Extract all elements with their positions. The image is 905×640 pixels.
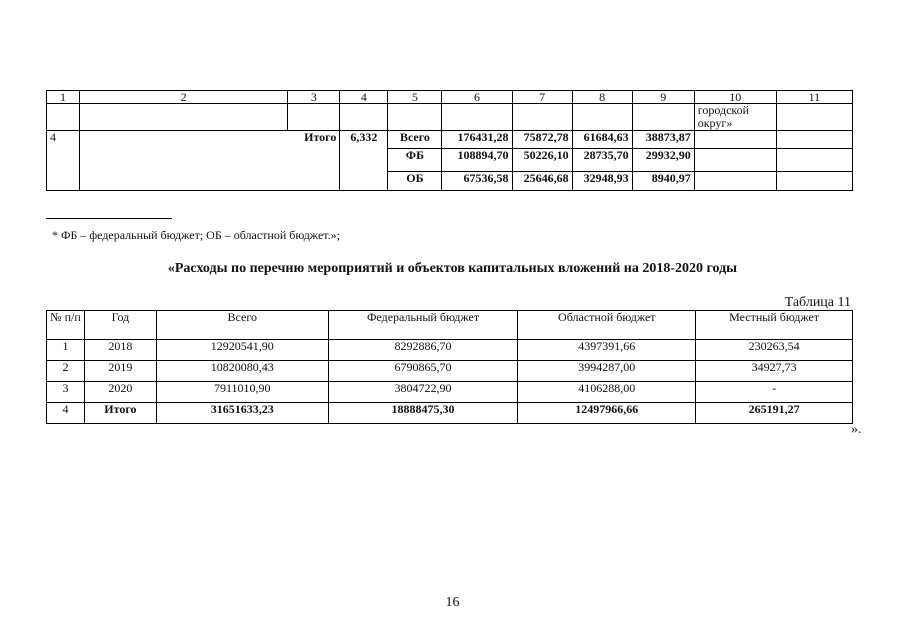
total-col4: 6,332 [340, 131, 388, 191]
cell: 230263,54 [696, 340, 853, 361]
cell: 3804722,90 [328, 382, 518, 403]
cell: Итого [84, 403, 156, 424]
footnote-divider [46, 218, 172, 219]
cell-value: 8940,97 [632, 172, 694, 191]
cell-value: 32948,93 [572, 172, 632, 191]
cell: 31651633,23 [156, 403, 328, 424]
cell: 4106288,00 [518, 382, 696, 403]
cell: 265191,27 [696, 403, 853, 424]
cell: 12497966,66 [518, 403, 696, 424]
table-total-row [47, 403, 853, 424]
col-header: Год [84, 311, 156, 340]
total-label: Итого [80, 131, 340, 191]
cell: 2020 [84, 382, 156, 403]
cell: 3994287,00 [518, 361, 696, 382]
col-number: 2 [80, 91, 288, 104]
cell: 2 [47, 361, 85, 382]
cell: 2018 [84, 340, 156, 361]
cell-value: 67536,58 [442, 172, 512, 191]
cell: 10820080,43 [156, 361, 328, 382]
fund-type: ОБ [388, 172, 442, 191]
col-header: Областной бюджет [518, 311, 696, 340]
fund-type: Всего [388, 131, 442, 149]
cell: 2019 [84, 361, 156, 382]
col-number: 10 [694, 91, 776, 104]
col-number: 11 [776, 91, 852, 104]
cell: - [696, 382, 853, 403]
table-header-row [47, 311, 853, 340]
col-number: 1 [47, 91, 80, 104]
col-header: № п/п [47, 311, 85, 340]
col-number: 5 [388, 91, 442, 104]
cell: 34927,73 [696, 361, 853, 382]
cell: 6790865,70 [328, 361, 518, 382]
col-number: 7 [512, 91, 572, 104]
cell: 18888475,30 [328, 403, 518, 424]
cell-value: 176431,28 [442, 131, 512, 149]
table-row [47, 340, 853, 361]
budget-table-top [46, 90, 853, 191]
cell: 4 [47, 403, 85, 424]
city-note: городской округ» [694, 104, 776, 131]
cell: 4397391,66 [518, 340, 696, 361]
col-number: 9 [632, 91, 694, 104]
page-number: 16 [445, 595, 460, 610]
cell: 12920541,90 [156, 340, 328, 361]
cell: 8292886,70 [328, 340, 518, 361]
table-row [47, 361, 853, 382]
cell: 1 [47, 340, 85, 361]
col-header: Местный бюджет [696, 311, 853, 340]
table-row [47, 131, 853, 149]
cell: 3 [47, 382, 85, 403]
closing-quote: ». [851, 422, 862, 437]
col-number: 4 [340, 91, 388, 104]
col-header: Федеральный бюджет [328, 311, 518, 340]
table-number: Таблица 11 [784, 295, 851, 310]
row-number: 4 [47, 131, 80, 191]
col-number: 6 [442, 91, 512, 104]
cell-value: 75872,78 [512, 131, 572, 149]
col-number: 8 [572, 91, 632, 104]
cell-value: 38873,87 [632, 131, 694, 149]
cell: 7911010,90 [156, 382, 328, 403]
cell-value: 25646,68 [512, 172, 572, 191]
cell-value: 50226,10 [512, 149, 572, 172]
footnote: * ФБ – федеральный бюджет; ОБ – областной бюджет.»; [52, 228, 340, 242]
table-row [47, 382, 853, 403]
table-header-row [47, 91, 853, 104]
cell-value: 28735,70 [572, 149, 632, 172]
cell-value: 29932,90 [632, 149, 694, 172]
expenses-table [46, 310, 853, 424]
col-number: 3 [288, 91, 340, 104]
col-header: Всего [156, 311, 328, 340]
fund-type: ФБ [388, 149, 442, 172]
table-row [47, 104, 853, 131]
cell-value: 61684,63 [572, 131, 632, 149]
section-title: «Расходы по перечню мероприятий и объектов капитальных вложений на 2018-2020 годы [167, 261, 738, 276]
cell-value: 108894,70 [442, 149, 512, 172]
